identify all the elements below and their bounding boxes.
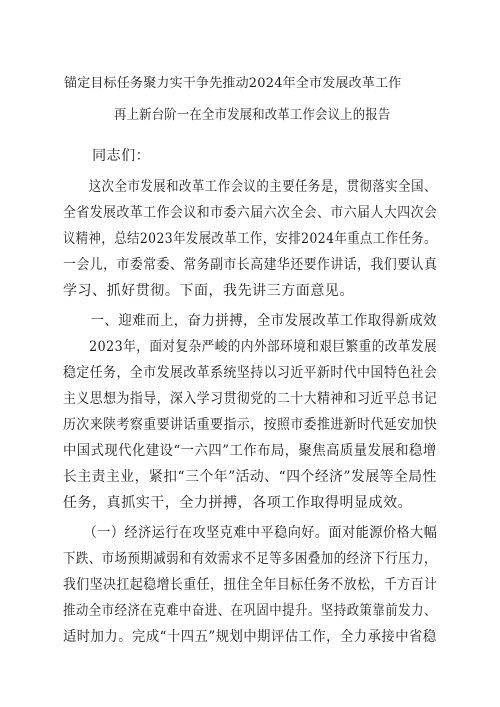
body-text-line: （一）经济运行在攻坚克难中平稳向好。面对能源价格大幅 bbox=[63, 525, 438, 541]
body-text-line: 长主责主业，紧扣“三个年”活动、“四个经济”发展等全局性 bbox=[63, 469, 437, 485]
body-text-line: 历次来陕考察重要讲话重要指示，按照市委推进新时代延安加快 bbox=[63, 417, 438, 433]
body-text-line: 稳定任务，全市发展改革系统坚持以习近平新时代中国特色社会 bbox=[63, 365, 438, 381]
body-text-line: 2023年，面对复杂严峻的内外部环境和艰巨繁重的改革发展 bbox=[63, 339, 438, 355]
body-text-line: 我们坚决扛起稳增长重任，扭住全年目标任务不放松，千方百计 bbox=[63, 577, 438, 593]
body-text-line: 任务，真抓实干，全力拼搏，各项工作取得明显成效。 bbox=[63, 495, 413, 511]
document-title: 锚定目标任务聚力实干争先推动2024年全市发展改革工作 bbox=[64, 76, 402, 91]
body-text-line: 议精神，总结2023年发展改革工作，安排2024年重点工作任务。 bbox=[63, 231, 437, 247]
document-subtitle: 再上新台阶一在全市发展和改革工作会议上的报告 bbox=[114, 107, 391, 123]
body-text-line: 这次全市发展和改革工作会议的主要任务是，贯彻落实全国、 bbox=[63, 179, 437, 195]
body-text-line: 一、迎难而上，奋力拼搏，全市发展改革工作取得新成效 bbox=[63, 313, 438, 329]
body-text-line: 适时加力。完成“十四五”规划中期评估工作，全力承接中省稳 bbox=[63, 629, 437, 645]
body-text-line: 主义思想为指导，深入学习贯彻党的二十大精神和习近平总书记 bbox=[63, 391, 438, 407]
body-text-line: 推动全市经济在克难中奋进、在巩固中提升。坚持政策靠前发力、 bbox=[63, 603, 437, 619]
body-text-line: 全省发展改革工作会议和市委六届六次全会、市六届人大四次会 bbox=[63, 205, 438, 221]
body-text-line: 中国式现代化建设“一六四”工作布局，聚焦高质量发展和稳增 bbox=[63, 443, 437, 459]
body-text-line: 同志们： bbox=[63, 148, 151, 164]
body-text-line: 学习、抓好贯彻。下面，我先讲三方面意见。 bbox=[63, 283, 354, 299]
body-text-line: 下跌、市场预期减弱和有效需求不足等多困叠加的经济下行压力， bbox=[63, 551, 437, 567]
body-text-line: 一会儿，市委常委、常务副市长高建华还要作讲话，我们要认真 bbox=[63, 257, 438, 273]
